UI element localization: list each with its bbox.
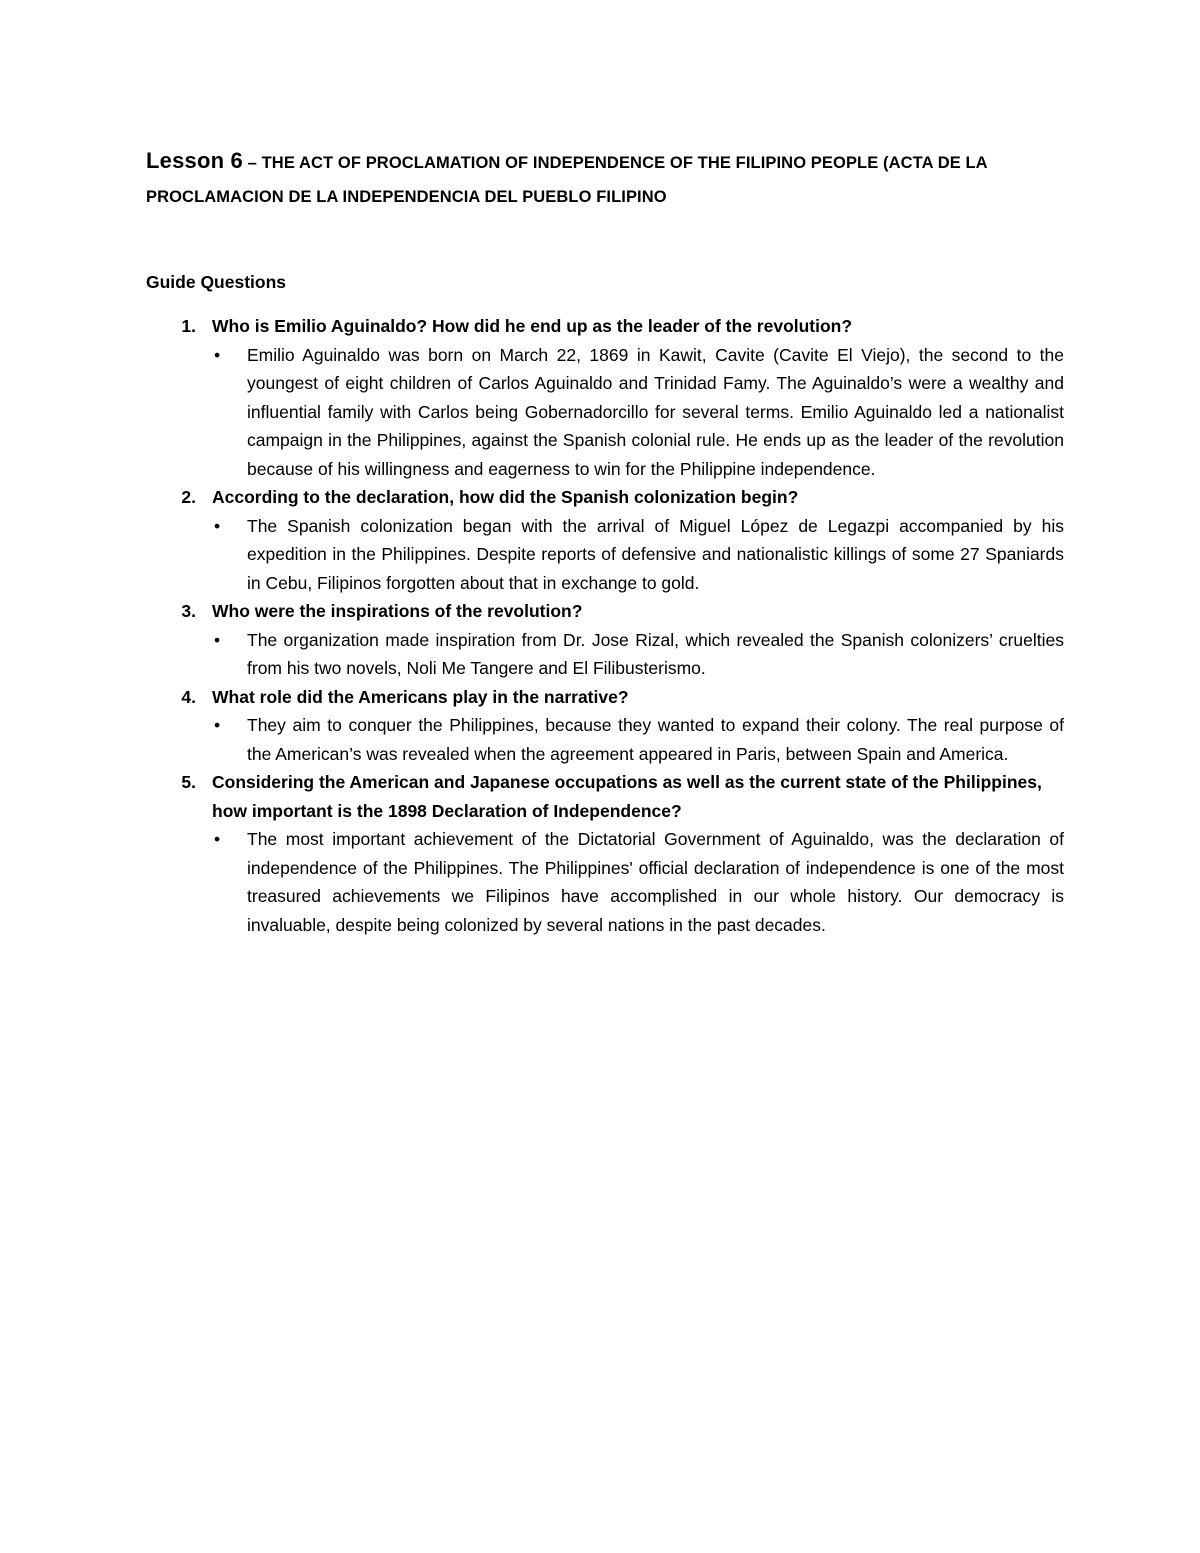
question-text: According to the declaration, how did the Spanish colonization begin?: [212, 487, 799, 507]
question-item-3: [146, 597, 1064, 683]
bullet-icon: •: [214, 344, 221, 365]
question-item-1: [146, 312, 1064, 483]
question-number: 5.: [181, 772, 196, 792]
answer-text: They aim to conquer the Philippines, because they wanted to expand their colony. The real purpose of the American’s was revealed when the agreement appeared in Paris, between Spain and America.: [247, 715, 1064, 764]
bullet-icon: •: [214, 715, 221, 735]
question-number: 2.: [181, 487, 196, 507]
answer-text: The Spanish colonization began with the arrival of Miguel López de Legazpi accompanied by his expedition in the Philippines. Despite reports of defensive and nationalistic killings of some 27 Spaniards in Cebu, Filipinos forgotten about that in exchange to gold.: [247, 515, 1064, 593]
answer-text: The organization made inspiration from Dr. Jose Rizal, which revealed the Spanish colonizers’ cruelties from his two novels, Noli Me Tangere and El Filibusterismo.: [247, 629, 1064, 678]
question-text: What role did the Americans play in the narrative?: [212, 686, 629, 707]
question-number: 1.: [181, 316, 196, 336]
question-item-4: [146, 683, 1064, 769]
question-item-2: [146, 483, 1064, 597]
question-text: Who is Emilio Aguinaldo? How did he end up as the leader of the revolution?: [212, 316, 853, 336]
lesson-title: [146, 144, 1064, 214]
answer-item: [146, 341, 1064, 484]
answer-text: The most important achievement of the Dictatorial Government of Aguinaldo, was the declaration of independence of the Philippines. The Philippines' official declaration of independence is one of the most treasured achievements we Filipinos have accomplished in our whole history. Our democracy is invaluable, despite being colonized by several nations in the past decades.: [247, 829, 1064, 935]
question-text: Considering the American and Japanese occupations as well as the current state of the Philippines, how important is the 1898 Declaration of Independence?: [212, 772, 1042, 821]
question-number: 4.: [181, 686, 196, 707]
lesson-label: Lesson 6: [146, 148, 243, 173]
answer-text: Emilio Aguinaldo was born on March 22, 1869 in Kawit, Cavite (Cavite El Viejo), the second to the youngest of eight children of Carlos Aguinaldo and Trinidad Famy. The Aguinaldo’s were a wealthy and influential family with Carlos being Gobernadorcillo for several terms. Emilio Aguinaldo led a nationalist campaign in the Philippines, against the Spanish colonial rule. He ends up as the leader of the revolution because of his willingness and eagerness to win for the Philippine independence.: [247, 344, 1064, 479]
bullet-icon: •: [214, 515, 221, 536]
answer-item: [146, 711, 1064, 768]
answer-item: [146, 825, 1064, 939]
question-item-5: [146, 768, 1064, 939]
question-text: Who were the inspirations of the revolution?: [212, 601, 583, 621]
question-list: [146, 312, 1064, 939]
answer-item: [146, 512, 1064, 598]
question-number: 3.: [181, 601, 196, 621]
bullet-icon: •: [214, 829, 221, 849]
bullet-icon: •: [214, 629, 221, 650]
answer-item: [146, 626, 1064, 683]
lesson-title-text: – THE ACT OF PROCLAMATION OF INDEPENDENCE OF THE FILIPINO PEOPLE (ACTA DE LA PROCLAMACION DE LA INDEPENDENCIA DEL PUEBLO FILIPINO: [146, 154, 988, 206]
guide-questions-heading: Guide Questions: [146, 272, 287, 292]
